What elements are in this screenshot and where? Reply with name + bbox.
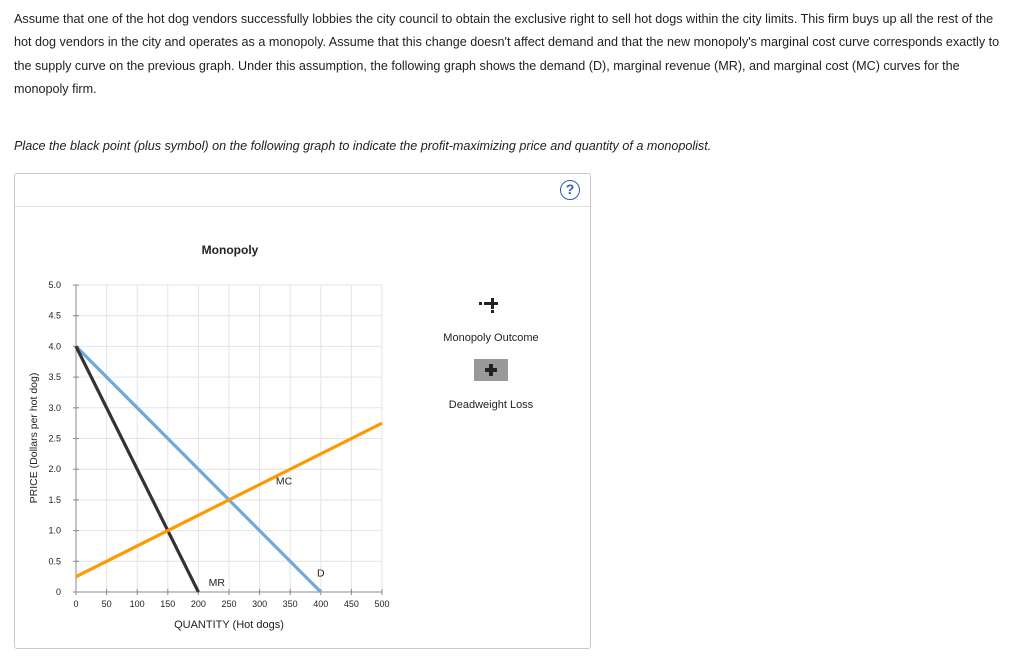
series-label-mc: MC — [275, 475, 293, 488]
help-icon[interactable]: ? — [560, 180, 580, 200]
x-tick-label: 350 — [282, 599, 298, 609]
x-tick-label: 200 — [190, 599, 206, 609]
deadweight-loss-tool[interactable] — [449, 359, 534, 411]
y-tick-label: 4.5 — [48, 310, 61, 321]
question-paragraph: Assume that one of the hot dog vendors successfully lobbies the city council to obtain the exclusive right to sell hot dogs within the city limits. This firm buys up all the rest of the hot dog vendors in the city and operates as a monopoly. Assume that this change doesn't affect demand and that the new monopoly's marginal cost curve corresponds exactly to the supply curve on the previous graph. Under this assumption, the following graph shows the demand (D), marginal revenue (MR), and marginal cost (MC) curves for the monopoly firm. — [14, 12, 1000, 96]
x-tick-label: 400 — [313, 599, 329, 609]
question-instruction: Place the black point (plus symbol) on the following graph to indicate the profit-maximizing price and quantity of a monopolist. — [14, 139, 712, 153]
chart-title: Monopoly — [201, 243, 259, 257]
graph-panel — [14, 173, 591, 649]
y-axis-label: PRICE (Dollars per hot dog) — [28, 372, 40, 504]
x-tick-label: 300 — [252, 599, 268, 609]
x-tick-label: 50 — [101, 599, 112, 609]
deadweight-loss-label: Deadweight Loss — [448, 399, 534, 411]
y-tick-label: 2.5 — [48, 433, 61, 444]
y-tick-label: 1.5 — [48, 494, 61, 505]
series-label-d: D — [317, 567, 325, 580]
y-tick-label: 4.0 — [48, 341, 61, 352]
monopoly-outcome-tool[interactable] — [443, 298, 538, 344]
y-tick-label: 0 — [55, 587, 61, 597]
x-tick-label: 500 — [374, 599, 390, 609]
series-label-mr: MR — [208, 576, 225, 589]
y-tick-label: 2.0 — [48, 464, 61, 475]
x-tick-label: 450 — [343, 599, 359, 609]
y-tick-label: 3.5 — [48, 372, 61, 383]
y-tick-label: 0.5 — [48, 556, 61, 567]
y-tick-label: 5.0 — [48, 280, 61, 290]
monopoly-chart[interactable] — [15, 174, 590, 648]
x-tick-label: 100 — [129, 599, 145, 609]
y-tick-label: 1.0 — [48, 525, 61, 536]
x-axis-label: QUANTITY (Hot dogs) — [174, 619, 284, 631]
x-tick-label: 150 — [160, 599, 176, 609]
plus-marker-icon — [479, 298, 498, 313]
y-tick-label: 3.0 — [48, 402, 61, 413]
x-tick-label: 250 — [221, 599, 237, 609]
x-tick-label: 0 — [73, 599, 79, 609]
monopoly-outcome-label: Monopoly Outcome — [443, 332, 539, 344]
